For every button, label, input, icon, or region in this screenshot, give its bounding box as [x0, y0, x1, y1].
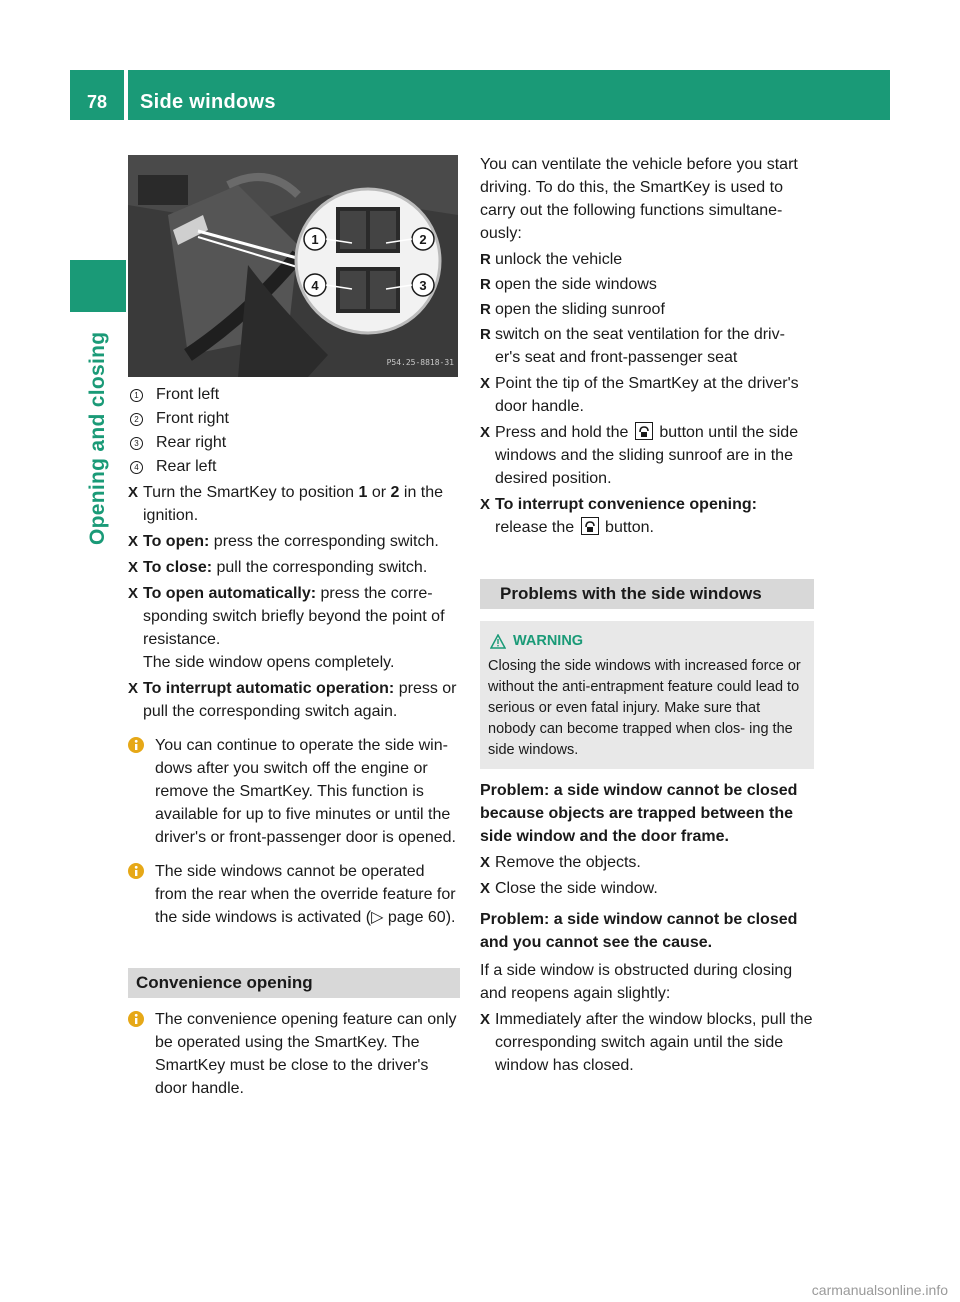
- step-marker: X: [480, 496, 491, 513]
- bullet-text: open the sliding sunroof: [495, 301, 665, 318]
- window-switch-figure: [128, 155, 458, 377]
- step-text: pull the corresponding switch.: [212, 559, 428, 576]
- step-turn-smartkey: [128, 481, 460, 527]
- legend-item: [128, 455, 460, 478]
- step-text: Press and hold the: [495, 424, 633, 441]
- step-text: press or pull the corresponding switch again.: [143, 680, 457, 720]
- step-text: Remove the objects.: [495, 854, 641, 871]
- bullet-marker: R: [480, 326, 491, 343]
- chapter-tab: [70, 260, 126, 312]
- chapter-label: Opening and closing: [86, 331, 109, 545]
- callout-1: 1: [311, 232, 319, 247]
- left-column: [128, 155, 460, 1100]
- step-interrupt-automatic: [128, 677, 460, 723]
- bullet-text: switch on the seat ventilation for the driv- er's seat and front-passenger seat: [495, 326, 785, 366]
- step-result: The side window opens completely.: [143, 654, 395, 671]
- step-marker: X: [480, 1011, 491, 1028]
- step-marker: X: [480, 880, 491, 897]
- step-marker: X: [128, 484, 139, 501]
- step-marker: X: [128, 533, 139, 550]
- page-reference-arrow-icon: ▷: [371, 909, 384, 926]
- callout-2: 2: [419, 232, 427, 247]
- right-column: [480, 153, 814, 1077]
- warning-triangle-icon: [490, 634, 506, 649]
- step-text: release the: [495, 519, 579, 536]
- info-text: The convenience opening feature can only be operated using the SmartKey. The SmartKey must be close to the driver's door handle.: [155, 1011, 457, 1097]
- step-text: or: [367, 484, 391, 501]
- bullet-text: unlock the vehicle: [495, 251, 623, 268]
- bullet-marker: R: [480, 301, 491, 318]
- step-bold: To open automatically:: [143, 585, 317, 602]
- legend-item: [128, 407, 460, 430]
- warning-label: WARNING: [513, 633, 584, 649]
- step-text: button until the side windows and the sliding sunroof are in the desired position.: [495, 424, 799, 487]
- step-marker: X: [480, 424, 491, 441]
- position-1: 1: [358, 484, 368, 501]
- legend-item: [128, 431, 460, 454]
- bullet-item: [480, 323, 814, 369]
- legend-number: 4: [130, 461, 143, 474]
- problem-text: If a side window is obstructed during closing and reopens again slightly:: [480, 962, 793, 1002]
- step-text: press the corresponding switch.: [209, 533, 439, 550]
- unlock-icon: [635, 422, 653, 440]
- bullet-item: [480, 298, 814, 321]
- page-reference[interactable]: page 60).: [383, 909, 456, 926]
- step-text: in the ignition.: [143, 484, 444, 524]
- info-note: [128, 860, 460, 929]
- step-bold: To interrupt convenience opening:: [495, 496, 757, 513]
- warning-text: Closing the side windows with increased force or without the anti-entrapment feature could lead to serious or even fatal injury. Make sure that nobody can become trapped when clos- ing the side windows.: [488, 658, 801, 758]
- step-text: Point the tip of the SmartKey at the driver's door handle.: [495, 375, 799, 415]
- heading-convenience-opening: Convenience opening: [128, 968, 460, 998]
- legend-label: Rear left: [156, 458, 217, 475]
- figure-illustration: [128, 155, 458, 377]
- step-bold: To open:: [143, 533, 210, 550]
- step-press-hold: [480, 421, 814, 490]
- bullet-marker: R: [480, 276, 491, 293]
- step-marker: X: [480, 854, 491, 871]
- problem-step: [480, 1008, 814, 1077]
- info-text: You can continue to operate the side win- dows after you switch off the engine or remove the SmartKey. This function is available for up to five minutes or until the driver's or front-passenger door is opened.: [155, 737, 456, 846]
- step-marker: X: [128, 559, 139, 576]
- step-point-smartkey: [480, 372, 814, 418]
- problem-heading: Problem: a side window cannot be closed and you cannot see the cause.: [480, 911, 798, 951]
- step-text: Close the side window.: [495, 880, 658, 897]
- intro-paragraph: You can ventilate the vehicle before you start driving. To do this, the SmartKey is used to carry out the following functions simultane- ously:: [480, 156, 798, 242]
- step-close: [128, 556, 460, 579]
- page-number: 78: [86, 92, 108, 112]
- warning-title: [488, 631, 806, 652]
- legend-label: Rear right: [156, 434, 227, 451]
- warning-box: [480, 621, 814, 769]
- info-icon: [128, 860, 155, 879]
- callout-4: 4: [311, 278, 319, 293]
- legend-number: 2: [130, 413, 143, 426]
- step-marker: X: [128, 585, 139, 602]
- step-marker: X: [480, 375, 491, 392]
- bullet-text: open the side windows: [495, 276, 657, 293]
- step-bold: To close:: [143, 559, 213, 576]
- step-text: Immediately after the window blocks, pull the corresponding switch again until the side window has closed.: [495, 1011, 813, 1074]
- info-note: [128, 734, 460, 849]
- problem-step: [480, 877, 814, 900]
- watermark: carmanualsonline.info: [811, 1282, 948, 1298]
- legend-label: Front right: [156, 410, 229, 427]
- header-divider: [124, 70, 128, 120]
- step-open-automatically: [128, 582, 460, 674]
- bullet-item: [480, 248, 814, 271]
- callout-3: 3: [419, 278, 427, 293]
- bullet-marker: R: [480, 251, 491, 268]
- bullet-item: [480, 273, 814, 296]
- step-open: [128, 530, 460, 553]
- step-interrupt-convenience: [480, 493, 814, 539]
- problem-heading: Problem: a side window cannot be closed because objects are trapped between the side window and the door frame.: [480, 782, 798, 845]
- problem-step: [480, 851, 814, 874]
- figure-code: P54.25-8818-31: [386, 358, 454, 367]
- unlock-icon: [581, 517, 599, 535]
- info-note: [128, 1008, 460, 1100]
- section-title: Side windows: [140, 91, 276, 113]
- legend-item: [128, 383, 460, 406]
- step-text: button.: [600, 519, 654, 536]
- heading-problems-side-windows: Problems with the side windows: [480, 579, 814, 609]
- legend-number: 1: [130, 389, 143, 402]
- info-icon: [128, 1008, 155, 1027]
- legend-label: Front left: [156, 386, 220, 403]
- info-text: The side windows cannot be operated from the rear when the override feature for the side windows is activated (: [155, 863, 456, 926]
- step-text: Turn the SmartKey to position: [143, 484, 359, 501]
- position-2: 2: [390, 484, 400, 501]
- step-text: press the corre- sponding switch briefly beyond the point of resistance.: [143, 585, 445, 648]
- step-marker: X: [128, 680, 139, 697]
- legend-number: 3: [130, 437, 143, 450]
- step-bold: To interrupt automatic operation:: [143, 680, 395, 697]
- info-icon: [128, 734, 155, 753]
- page-header: [70, 70, 890, 120]
